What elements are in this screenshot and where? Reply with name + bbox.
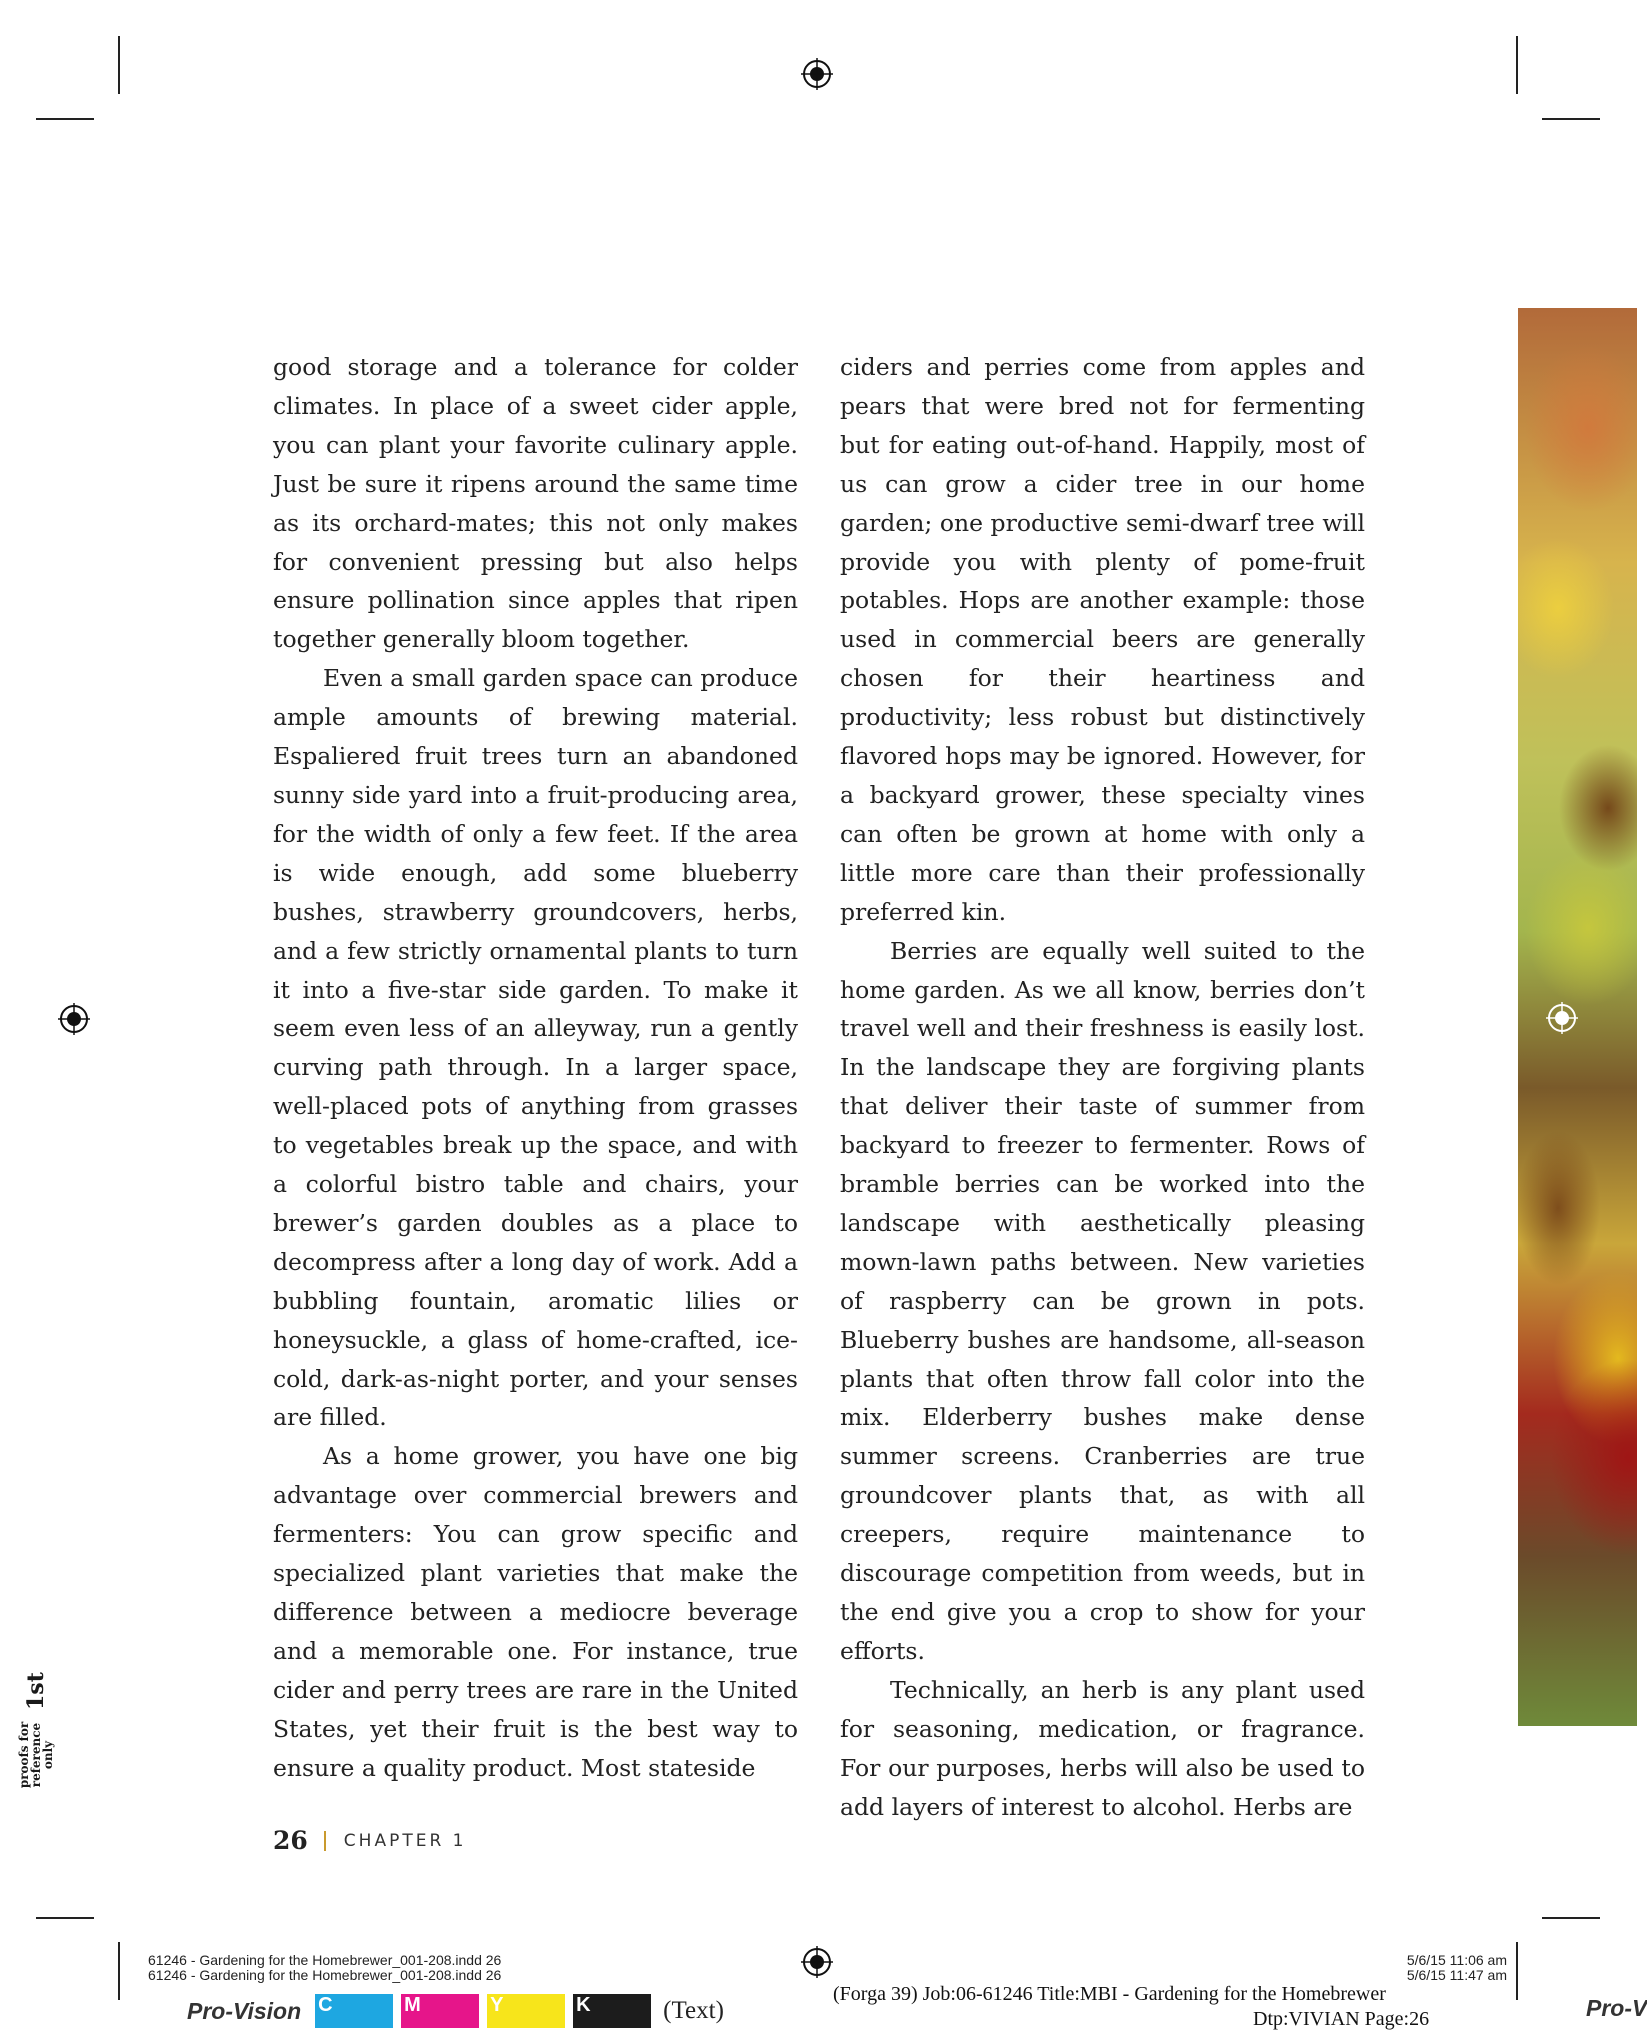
crop-mark-bottom-left-vertical (118, 1942, 120, 2000)
slug-file-line: 61246 - Gardening for the Homebrewer_001-208.indd 26 (148, 1952, 502, 1968)
crop-mark-top-left-vertical (118, 36, 120, 94)
slug-file-info (148, 1953, 501, 1983)
chapter-label: CHAPTER 1 (343, 1830, 467, 1851)
registration-mark-icon (801, 58, 833, 90)
page-folio (273, 1826, 467, 1855)
crop-mark-bottom-left-horizontal (36, 1917, 94, 1919)
swatch-yellow (487, 1994, 565, 2028)
job-info-dtp: Dtp:VIVIAN Page:26 (1253, 2008, 1430, 2030)
slug-time-line: 5/6/15 11:47 am (1406, 1967, 1507, 1983)
slug-file-line: 61246 - Gardening for the Homebrewer_001-208.indd 26 (148, 1967, 502, 1983)
prepress-brand: Pro-Vision (187, 1997, 302, 2024)
proof-stamp (18, 1672, 54, 1790)
plate-label: (Text) (663, 1997, 724, 2024)
swatch-label: M (404, 1994, 421, 2016)
registration-mark-icon (801, 1946, 833, 1978)
paragraph: Berries are equally well suited to the home garden. As we all know, berries don’t travel well and their freshness is easily lost. In the landscape they are forgiving plants that deliver their taste of summer from backyard to freezer to fermenter. Rows of bramble berries can be worked into the landscape with aesthetically pleasing mown-lawn paths between. New varieties of raspberry can be grown in pots. Blueberry bushes are handsome, all-season plants that often throw fall color into the mix. Elderberry bushes make dense summer screens. Cranberries are true groundcover plants that, as with all creepers, require maintenance to discourage competition from weeds, but in the end give you a crop to show for your efforts. (840, 936, 1365, 1665)
swatch-cyan (315, 1994, 393, 2028)
proof-round: 1st (23, 1672, 49, 1710)
prepress-brand-cutoff: Pro-V (1586, 1995, 1647, 2021)
paragraph: Even a small garden space can produce ample amounts of brewing material. Espaliered fruit trees turn an abandoned sunny side yard into a fruit-producing area, for the width of only a few feet. If the area is wide enough, add some blueberry bushes, strawberry groundcovers, herbs, and a few strictly ornamental plants to turn it into a five-star side garden. To make it seem even less of an alleyway, run a gently curving path through. In a larger space, well-placed pots of anything from grasses to vegetables break up the space, and with a colorful bistro table and chairs, your brewer’s garden doubles as a place to decompress after a long day of work. Add a bubbling fountain, aromatic lilies or honeysuckle, a glass of home-crafted, ice-cold, dark-as-night porter, and your senses are filled. (273, 664, 798, 1432)
crop-mark-top-left-horizontal (36, 118, 94, 120)
registration-mark-icon (1546, 1002, 1578, 1034)
text-column-left (273, 348, 798, 1788)
proof-note: proofs for reference only (17, 1721, 55, 1789)
paragraph: good storage and a tolerance for colder climates. In place of a sweet cider apple, you can plant your favorite culinary apple. Just be sure it ripens around the same time as its orchard-mates; this not only makes for convenient pressing but also helps ensure pollination since apples that ripen together generally bloom together. (273, 353, 798, 654)
page-number: 26 (273, 1826, 308, 1855)
job-info-title: (Forga 39) Job:06-61246 Title:MBI - Gardening for the Homebrewer (833, 1983, 1386, 2005)
crop-mark-bottom-right-vertical (1516, 1942, 1518, 2000)
crop-mark-top-right-horizontal (1542, 118, 1600, 120)
swatch-black (573, 1994, 651, 2028)
crop-mark-top-right-vertical (1516, 36, 1518, 94)
paragraph: ciders and perries come from apples and pears that were bred not for fermenting but for eating out-of-hand. Happily, most of us can grow a cider tree in our home garden; one productive semi-dwarf tree will provide you with plenty of pome-fruit potables. Hops are another example: those used in commercial beers are generally chosen for their heartiness and productivity; less robust but distinctively flavored hops may be ignored. However, for a backyard grower, these specialty vines can often be grown at home with only a little more care than their professionally preferred kin. (840, 353, 1365, 926)
swatch-magenta (401, 1994, 479, 2028)
swatch-label: Y (490, 1994, 504, 2016)
slug-time-info (1330, 1953, 1507, 1983)
swatch-label: C (318, 1994, 333, 2016)
paragraph: As a home grower, you have one big advantage over commercial brewers and fermenters: You can grow specific and specialized plant varieties that make the difference between a mediocre beverage and a memorable one. For instance, true cider and perry trees are rare in the United States, yet their fruit is the best way to ensure a quality product. Most stateside (273, 1442, 798, 1782)
swatch-label: K (576, 1994, 591, 2016)
crop-mark-bottom-right-horizontal (1542, 1917, 1600, 1919)
text-column-right (840, 348, 1365, 1826)
paragraph: Technically, an herb is any plant used for seasoning, medication, or fragrance. For our purposes, herbs will also be used to add layers of interest to alcohol. Herbs are (840, 1675, 1365, 1821)
registration-mark-icon (58, 1003, 90, 1035)
slug-time-line: 5/6/15 11:06 am (1406, 1952, 1507, 1968)
color-control-bar (187, 1993, 724, 2029)
folio-divider (324, 1831, 326, 1851)
